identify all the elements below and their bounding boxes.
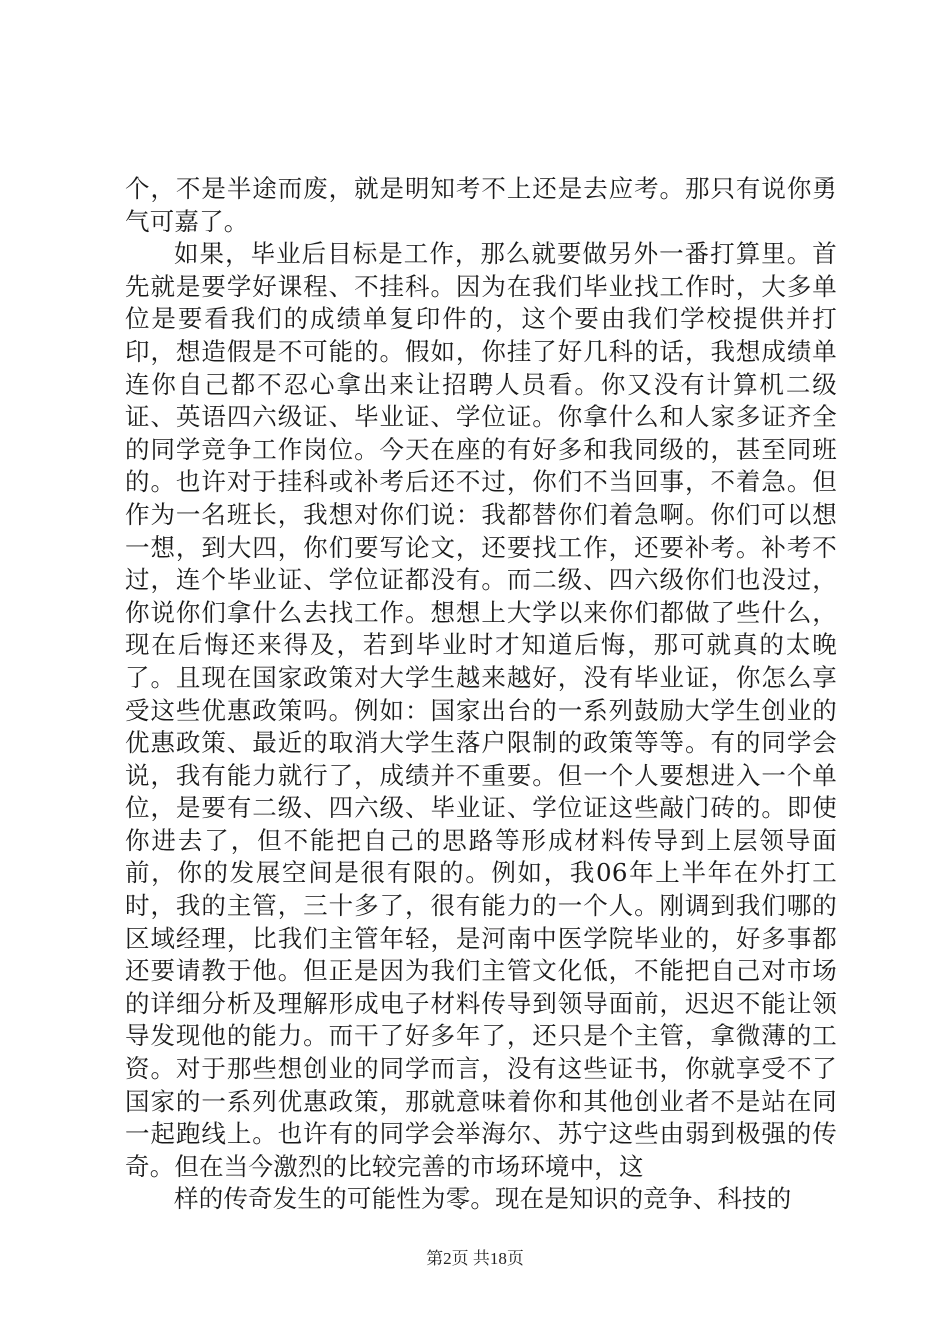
page-number-label: 第2页 共18页 [426, 1249, 524, 1268]
page-footer [0, 1244, 950, 1269]
paragraph-2: 如果，毕业后目标是工作，那么就要做另外一番打算里。首先就是要学好课程、不挂科。因为在我们毕业找工作时，大多单位是要看我们的成绩单复印件的，这个要由我们学校提供并打印，想造假是不可能的。假如，你挂了好几科的话，我想成绩单连你自己都不忍心拿出来让招聘人员看。你又没有计算机二级证、英语四六级证、毕业证、学位证。你拿什么和人家多证齐全的同学竞争工作岗位。今天在座的有好多和我同级的，甚至同班的。也许对于挂科或补考后还不过，你们不当回事，不着急。但作为一名班长，我想对你们说：我都替你们着急啊。你们可以想一想，到大四，你们要写论文，还要找工作，还要补考。补考不过，连个毕业证、学位证都没有。而二级、四六级你们也没过，你说你们拿什么去找工作。想想上大学以来你们都做了些什么，现在后悔还来得及，若到毕业时才知道后悔，那可就真的太晚了。且现在国家政策对大学生越来越好，没有毕业证，你怎么享受这些优惠政策吗。例如：国家出台的一系列鼓励大学生创业的优惠政策、最近的取消大学生落户限制的政策等等。有的同学会说，我有能力就行了，成绩并不重要。但一个人要想进入一个单位，是要有二级、四六级、毕业证、学位证这些敲门砖的。即使你进去了，但不能把自己的思路等形成材料传导到上层领导面前，你的发展空间是很有限的。例如，我06年上半年在外打工时，我的主管，三十多了，很有能力的一个人。刚调到我们哪的区域经理，比我们主管年轻，是河南中医学院毕业的，好多事都还要请教于他。但正是因为我们主管文化低，不能把自己对市场的详细分析及理解形成电子材料传导到领导面前，迟迟不能让领导发现他的能力。而干了好多年了，还只是个主管，拿微薄的工资。对于那些想创业的同学而言，没有这些证书，你就享受不了国家的一系列优惠政策，那就意味着你和其他创业者不是站在同一起跑线上。也许有的同学会举海尔、苏宁这些由弱到极强的传奇。但在当今激烈的比较完善的市场环境中，这 [125, 239, 837, 1181]
paragraph-3: 样的传奇发生的可能性为零。现在是知识的竞争、科技的 [174, 1184, 792, 1214]
paragraph-1: 个，不是半途而废，就是明知考不上还是去应考。那只有说你勇气可嘉了。 [125, 174, 837, 236]
document-body [125, 173, 837, 1216]
